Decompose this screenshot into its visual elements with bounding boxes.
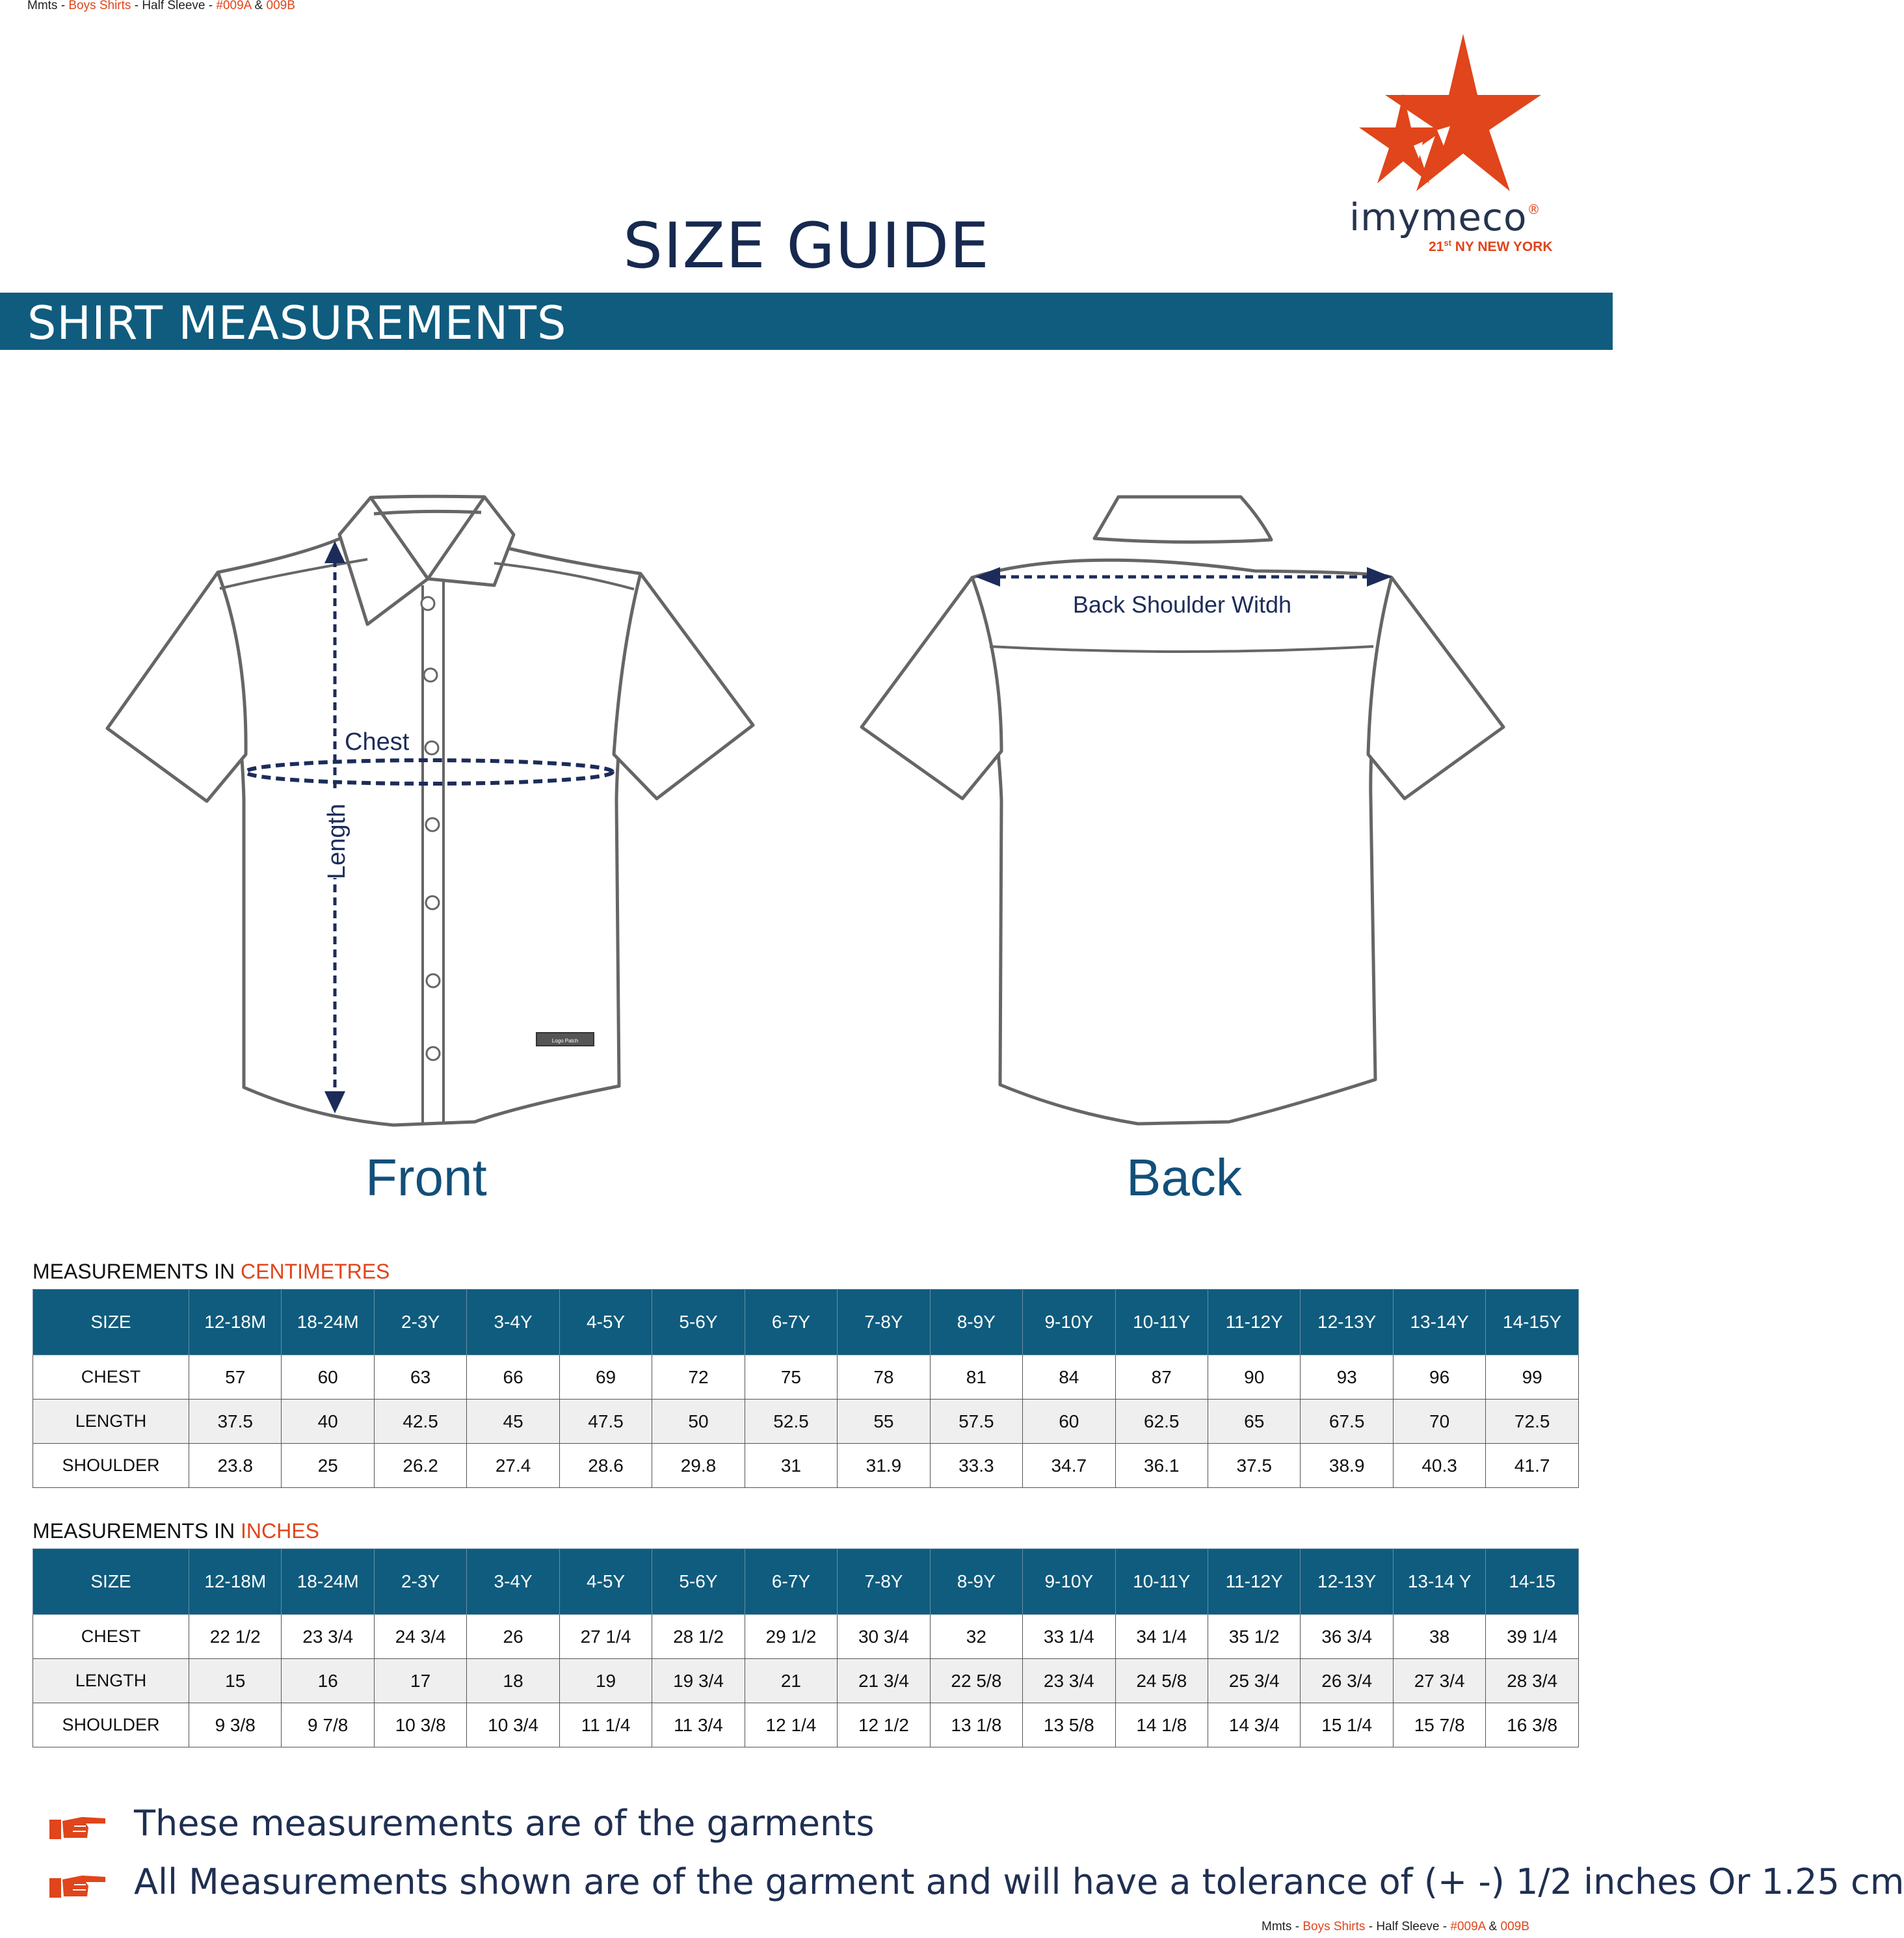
table-cell: 40.3 — [1393, 1444, 1485, 1488]
table-cell: 78 — [838, 1355, 930, 1400]
table-cell: 55 — [838, 1400, 930, 1444]
size-header-cell: 3-4Y — [467, 1290, 559, 1355]
table-cell: 25 3/4 — [1208, 1659, 1300, 1703]
size-header-cell: 12-18M — [189, 1549, 282, 1615]
table-cell: 36.1 — [1115, 1444, 1208, 1488]
size-header-cell: 6-7Y — [745, 1549, 837, 1615]
table-cell: 40 — [282, 1400, 374, 1444]
chest-label: Chest — [345, 728, 410, 756]
breadcrumb-bottom: Mmts - Boys Shirts - Half Sleeve - #009A & 009B — [1262, 1920, 1529, 1933]
back-shirt-diagram — [845, 488, 1528, 1132]
pointing-hand-icon — [48, 1870, 107, 1899]
back-collar — [1094, 497, 1271, 542]
size-header-cell: 14-15Y — [1486, 1290, 1579, 1355]
table-cell: 36 3/4 — [1301, 1615, 1393, 1659]
star-logo-icon — [1346, 31, 1554, 200]
size-header-cell: 12-13Y — [1301, 1290, 1393, 1355]
table-cell: 12 1/2 — [838, 1703, 930, 1747]
size-header-cell: 5-6Y — [652, 1549, 745, 1615]
back-shirt-body — [972, 560, 1392, 1124]
table-cell: 21 — [745, 1659, 837, 1703]
table-cell: 38 — [1393, 1615, 1485, 1659]
size-header-cell: 12-13Y — [1301, 1549, 1393, 1615]
table-cell: 11 1/4 — [559, 1703, 652, 1747]
table-cell: 19 3/4 — [652, 1659, 745, 1703]
table-cell: 39 1/4 — [1486, 1615, 1579, 1659]
table-cell: 26.2 — [374, 1444, 466, 1488]
table-row — [33, 1615, 1579, 1659]
size-header-cell: 3-4Y — [467, 1549, 559, 1615]
section-banner-title: SHIRT MEASUREMENTS — [27, 297, 567, 350]
size-header-cell: 2-3Y — [374, 1290, 466, 1355]
table-cell: 24 5/8 — [1115, 1659, 1208, 1703]
table-cell: 72.5 — [1486, 1400, 1579, 1444]
back-shoulder-label: Back Shoulder Witdh — [1072, 591, 1292, 618]
table-cell: 37.5 — [189, 1400, 282, 1444]
table-cell: 11 3/4 — [652, 1703, 745, 1747]
table-cell: 57 — [189, 1355, 282, 1400]
front-shirt-diagram — [98, 488, 767, 1132]
size-header-cell: 6-7Y — [745, 1290, 837, 1355]
button-icon — [426, 818, 439, 831]
table-cell: 12 1/4 — [745, 1703, 837, 1747]
table-cell: 28.6 — [559, 1444, 652, 1488]
table-cell: 29 1/2 — [745, 1615, 837, 1659]
table-cell: 10 3/8 — [374, 1703, 466, 1747]
table-cell: 31 — [745, 1444, 837, 1488]
table-cell: 31.9 — [838, 1444, 930, 1488]
table-cell: 32 — [930, 1615, 1022, 1659]
size-header-cell: 10-11Y — [1115, 1290, 1208, 1355]
table-cell: 65 — [1208, 1400, 1300, 1444]
size-header-cell: 9-10Y — [1023, 1549, 1115, 1615]
table-cell: 26 3/4 — [1301, 1659, 1393, 1703]
table-row — [33, 1444, 1579, 1488]
table-cell: 66 — [467, 1355, 559, 1400]
page-title: SIZE GUIDE — [623, 209, 990, 282]
breadcrumb-top: Mmts - Boys Shirts - Half Sleeve - #009A & 009B — [27, 0, 295, 12]
table-cell: 96 — [1393, 1355, 1485, 1400]
back-right-sleeve — [1368, 577, 1503, 799]
button-icon — [425, 741, 438, 754]
table-cell: 34 1/4 — [1115, 1615, 1208, 1659]
size-header-cell: 7-8Y — [838, 1549, 930, 1615]
table-cell: 17 — [374, 1659, 466, 1703]
button-icon — [427, 974, 440, 987]
table-cell: 70 — [1393, 1400, 1485, 1444]
row-label: SHOULDER — [33, 1444, 189, 1488]
table-cell: 60 — [282, 1355, 374, 1400]
table-cell: 57.5 — [930, 1400, 1022, 1444]
table-row — [33, 1355, 1579, 1400]
size-header-cell: 13-14Y — [1393, 1290, 1485, 1355]
table-cell: 90 — [1208, 1355, 1300, 1400]
table-cell: 21 3/4 — [838, 1659, 930, 1703]
table-cell: 62.5 — [1115, 1400, 1208, 1444]
table-cell: 23 3/4 — [282, 1615, 374, 1659]
size-header-cell: 14-15 — [1486, 1549, 1579, 1615]
table-cell: 93 — [1301, 1355, 1393, 1400]
table-cell: 16 — [282, 1659, 374, 1703]
table-cell: 22 5/8 — [930, 1659, 1022, 1703]
table-cell: 35 1/2 — [1208, 1615, 1300, 1659]
table-header-row — [33, 1549, 1579, 1615]
table-cell: 81 — [930, 1355, 1022, 1400]
table-cell: 14 3/4 — [1208, 1703, 1300, 1747]
size-header-cell: 2-3Y — [374, 1549, 466, 1615]
inch-table-heading: MEASUREMENTS IN INCHES — [33, 1519, 319, 1543]
row-label: LENGTH — [33, 1400, 189, 1444]
button-icon — [421, 597, 434, 610]
table-cell: 14 1/8 — [1115, 1703, 1208, 1747]
table-cell: 22 1/2 — [189, 1615, 282, 1659]
table-cell: 38.9 — [1301, 1444, 1393, 1488]
table-cell: 28 1/2 — [652, 1615, 745, 1659]
brand-name: imymeco® — [1349, 195, 1541, 239]
table-cell: 10 3/4 — [467, 1703, 559, 1747]
table-row — [33, 1659, 1579, 1703]
table-cell: 23 3/4 — [1023, 1659, 1115, 1703]
table-cell: 60 — [1023, 1400, 1115, 1444]
cm-size-table — [33, 1289, 1579, 1488]
button-icon — [424, 669, 437, 682]
table-cell: 63 — [374, 1355, 466, 1400]
note-2: All Measurements shown are of the garment and will have a tolerance of (+ -) 1/2 inches Or 1.25 cm — [134, 1861, 1904, 1902]
button-icon — [427, 1047, 440, 1060]
table-cell: 9 3/8 — [189, 1703, 282, 1747]
table-cell: 87 — [1115, 1355, 1208, 1400]
size-header-cell: 11-12Y — [1208, 1290, 1300, 1355]
pointing-hand-icon — [48, 1812, 107, 1840]
size-header-cell: 4-5Y — [559, 1549, 652, 1615]
table-cell: 50 — [652, 1400, 745, 1444]
table-cell: 69 — [559, 1355, 652, 1400]
table-cell: 37.5 — [1208, 1444, 1300, 1488]
length-label: Length — [323, 803, 350, 879]
table-cell: 34.7 — [1023, 1444, 1115, 1488]
size-header-cell: 5-6Y — [652, 1290, 745, 1355]
logo-patch-label: Logo Patch — [551, 1038, 579, 1044]
table-cell: 72 — [652, 1355, 745, 1400]
table-cell: 27 1/4 — [559, 1615, 652, 1659]
table-cell: 33 1/4 — [1023, 1615, 1115, 1659]
front-label: Front — [365, 1148, 487, 1206]
size-header-cell: 18-24M — [282, 1549, 374, 1615]
table-cell: 30 3/4 — [838, 1615, 930, 1659]
table-cell: 84 — [1023, 1355, 1115, 1400]
table-cell: 45 — [467, 1400, 559, 1444]
row-label: CHEST — [33, 1355, 189, 1400]
table-cell: 52.5 — [745, 1400, 837, 1444]
table-cell: 15 — [189, 1659, 282, 1703]
table-row — [33, 1400, 1579, 1444]
size-header-cell: 7-8Y — [838, 1290, 930, 1355]
table-cell: 13 5/8 — [1023, 1703, 1115, 1747]
table-cell: 42.5 — [374, 1400, 466, 1444]
row-label: SHOULDER — [33, 1703, 189, 1747]
size-header-cell: 8-9Y — [930, 1290, 1022, 1355]
brand-tagline: 21st NY NEW YORK — [1429, 238, 1553, 254]
size-header-cell: 12-18M — [189, 1290, 282, 1355]
table-cell: 18 — [467, 1659, 559, 1703]
table-row — [33, 1703, 1579, 1747]
table-cell: 15 1/4 — [1301, 1703, 1393, 1747]
table-cell: 24 3/4 — [374, 1615, 466, 1659]
button-icon — [426, 896, 439, 909]
table-cell: 67.5 — [1301, 1400, 1393, 1444]
inch-size-table — [33, 1548, 1579, 1747]
table-cell: 9 7/8 — [282, 1703, 374, 1747]
table-cell: 13 1/8 — [930, 1703, 1022, 1747]
cm-table-heading: MEASUREMENTS IN CENTIMETRES — [33, 1260, 390, 1283]
table-cell: 29.8 — [652, 1444, 745, 1488]
size-header-cell: 11-12Y — [1208, 1549, 1300, 1615]
front-left-sleeve — [107, 572, 246, 801]
row-label: CHEST — [33, 1615, 189, 1659]
table-cell: 15 7/8 — [1393, 1703, 1485, 1747]
table-cell: 28 3/4 — [1486, 1659, 1579, 1703]
size-header-cell: 13-14 Y — [1393, 1549, 1485, 1615]
table-cell: 75 — [745, 1355, 837, 1400]
size-column-header: SIZE — [33, 1290, 189, 1355]
table-cell: 16 3/8 — [1486, 1703, 1579, 1747]
size-header-cell: 10-11Y — [1115, 1549, 1208, 1615]
size-column-header: SIZE — [33, 1549, 189, 1615]
table-cell: 19 — [559, 1659, 652, 1703]
table-cell: 99 — [1486, 1355, 1579, 1400]
table-cell: 26 — [467, 1615, 559, 1659]
table-header-row — [33, 1290, 1579, 1355]
row-label: LENGTH — [33, 1659, 189, 1703]
size-header-cell: 4-5Y — [559, 1290, 652, 1355]
table-cell: 27 3/4 — [1393, 1659, 1485, 1703]
table-cell: 33.3 — [930, 1444, 1022, 1488]
back-left-sleeve — [862, 577, 1001, 799]
size-header-cell: 18-24M — [282, 1290, 374, 1355]
table-cell: 41.7 — [1486, 1444, 1579, 1488]
table-cell: 25 — [282, 1444, 374, 1488]
front-right-sleeve — [614, 574, 753, 799]
size-header-cell: 9-10Y — [1023, 1290, 1115, 1355]
size-header-cell: 8-9Y — [930, 1549, 1022, 1615]
table-cell: 23.8 — [189, 1444, 282, 1488]
back-label: Back — [1126, 1148, 1242, 1206]
table-cell: 27.4 — [467, 1444, 559, 1488]
table-cell: 47.5 — [559, 1400, 652, 1444]
note-1: These measurements are of the garments — [134, 1803, 875, 1844]
